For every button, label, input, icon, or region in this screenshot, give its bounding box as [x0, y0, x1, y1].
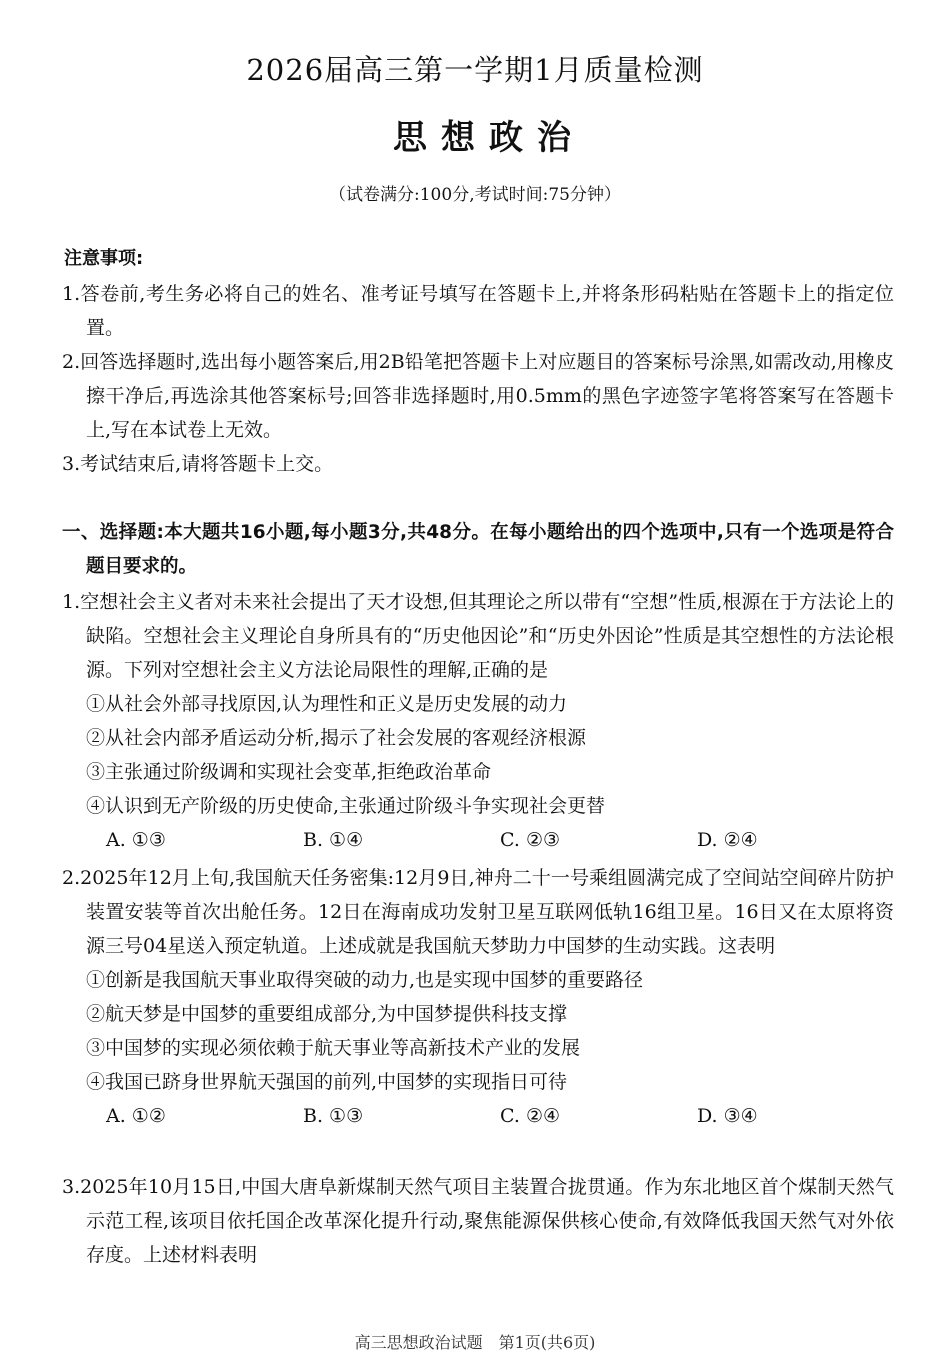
question-3	[62, 1170, 894, 1272]
choice-c: C. ②③	[500, 829, 561, 851]
section-one	[62, 516, 894, 584]
question-2	[62, 861, 894, 1133]
statement: ③主张通过阶级调和实现社会变革,拒绝政治革命	[86, 761, 492, 783]
answer-choices	[62, 1099, 894, 1133]
choice-a: A. ①③	[106, 829, 166, 851]
choice-b: B. ①③	[303, 1105, 364, 1127]
choice-a: A. ①②	[106, 1105, 166, 1127]
question-stem: 3.2025年10月15日,中国大唐阜新煤制天然气项目主装置合拢贯通。作为东北地区首个煤制天然气示范工程,该项目依托国企改革深化提升行动,聚焦能源保供核心使命,有效降低我国天然气对外依存度。上述材料表明	[62, 1176, 894, 1266]
answer-choices	[62, 823, 894, 857]
notice-list	[62, 277, 894, 481]
notice-item: 3.考试结束后,请将答题卡上交。	[62, 453, 334, 475]
question-stem: 1.空想社会主义者对未来社会提出了天才设想,但其理论之所以带有“空想”性质,根源在于方法论上的缺陷。空想社会主义理论自身所具有的“历史他因论”和“历史外因论”性质是其空想性的方法论根源。下列对空想社会主义方法论局限性的理解,正确的是	[62, 591, 894, 681]
statement: ②从社会内部矛盾运动分析,揭示了社会发展的客观经济根源	[86, 727, 587, 749]
choice-c: C. ②④	[500, 1105, 561, 1127]
statement: ②航天梦是中国梦的重要组成部分,为中国梦提供科技支撑	[86, 1003, 568, 1025]
statement: ③中国梦的实现必须依赖于航天事业等高新技术产业的发展	[86, 1037, 581, 1059]
subject-title: 思想政治	[393, 118, 585, 158]
statement: ④认识到无产阶级的历史使命,主张通过阶级斗争实现社会更替	[86, 795, 606, 817]
section-heading: 一、选择题:本大题共16小题,每小题3分,共48分。在每小题给出的四个选项中,只有一个选项是符合题目要求的。	[62, 522, 894, 577]
statement: ①创新是我国航天事业取得突破的动力,也是实现中国梦的重要路径	[86, 969, 644, 991]
notice-item: 2.回答选择题时,选出每小题答案后,用2B铅笔把答题卡上对应题目的答案标号涂黑,如需改动,用橡皮擦干净后,再选涂其他答案标号;回答非选择题时,用0.5mm的黑色字迹签字笔将答案写在答题卡上,写在本试卷上无效。	[62, 351, 894, 441]
choice-b: B. ①④	[303, 829, 364, 851]
statement: ①从社会外部寻找原因,认为理性和正义是历史发展的动力	[86, 693, 568, 715]
statement: ④我国已跻身世界航天强国的前列,中国梦的实现指日可待	[86, 1071, 568, 1093]
question-stem: 2.2025年12月上旬,我国航天任务密集:12月9日,神舟二十一号乘组圆满完成了空间站空间碎片防护装置安装等首次出舱任务。12日在海南成功发射卫星互联网低轨16组卫星。16日又在太原将资源三号04星送入预定轨道。上述成就是我国航天梦助力中国梦的生动实践。这表明	[62, 867, 894, 957]
notice-heading: 注意事项:	[64, 248, 144, 269]
notice-item: 1.答卷前,考生务必将自己的姓名、准考证号填写在答题卡上,并将条形码粘贴在答题卡上的指定位置。	[62, 283, 894, 339]
choice-d: D. ②④	[697, 829, 758, 851]
exam-title: 2026届高三第一学期1月质量检测	[246, 53, 704, 87]
page-footer: 高三思想政治试题 第1页(共6页)	[354, 1333, 596, 1352]
exam-info: （试卷满分:100分,考试时间:75分钟）	[329, 185, 621, 205]
question-1	[62, 585, 894, 857]
choice-d: D. ③④	[697, 1105, 758, 1127]
